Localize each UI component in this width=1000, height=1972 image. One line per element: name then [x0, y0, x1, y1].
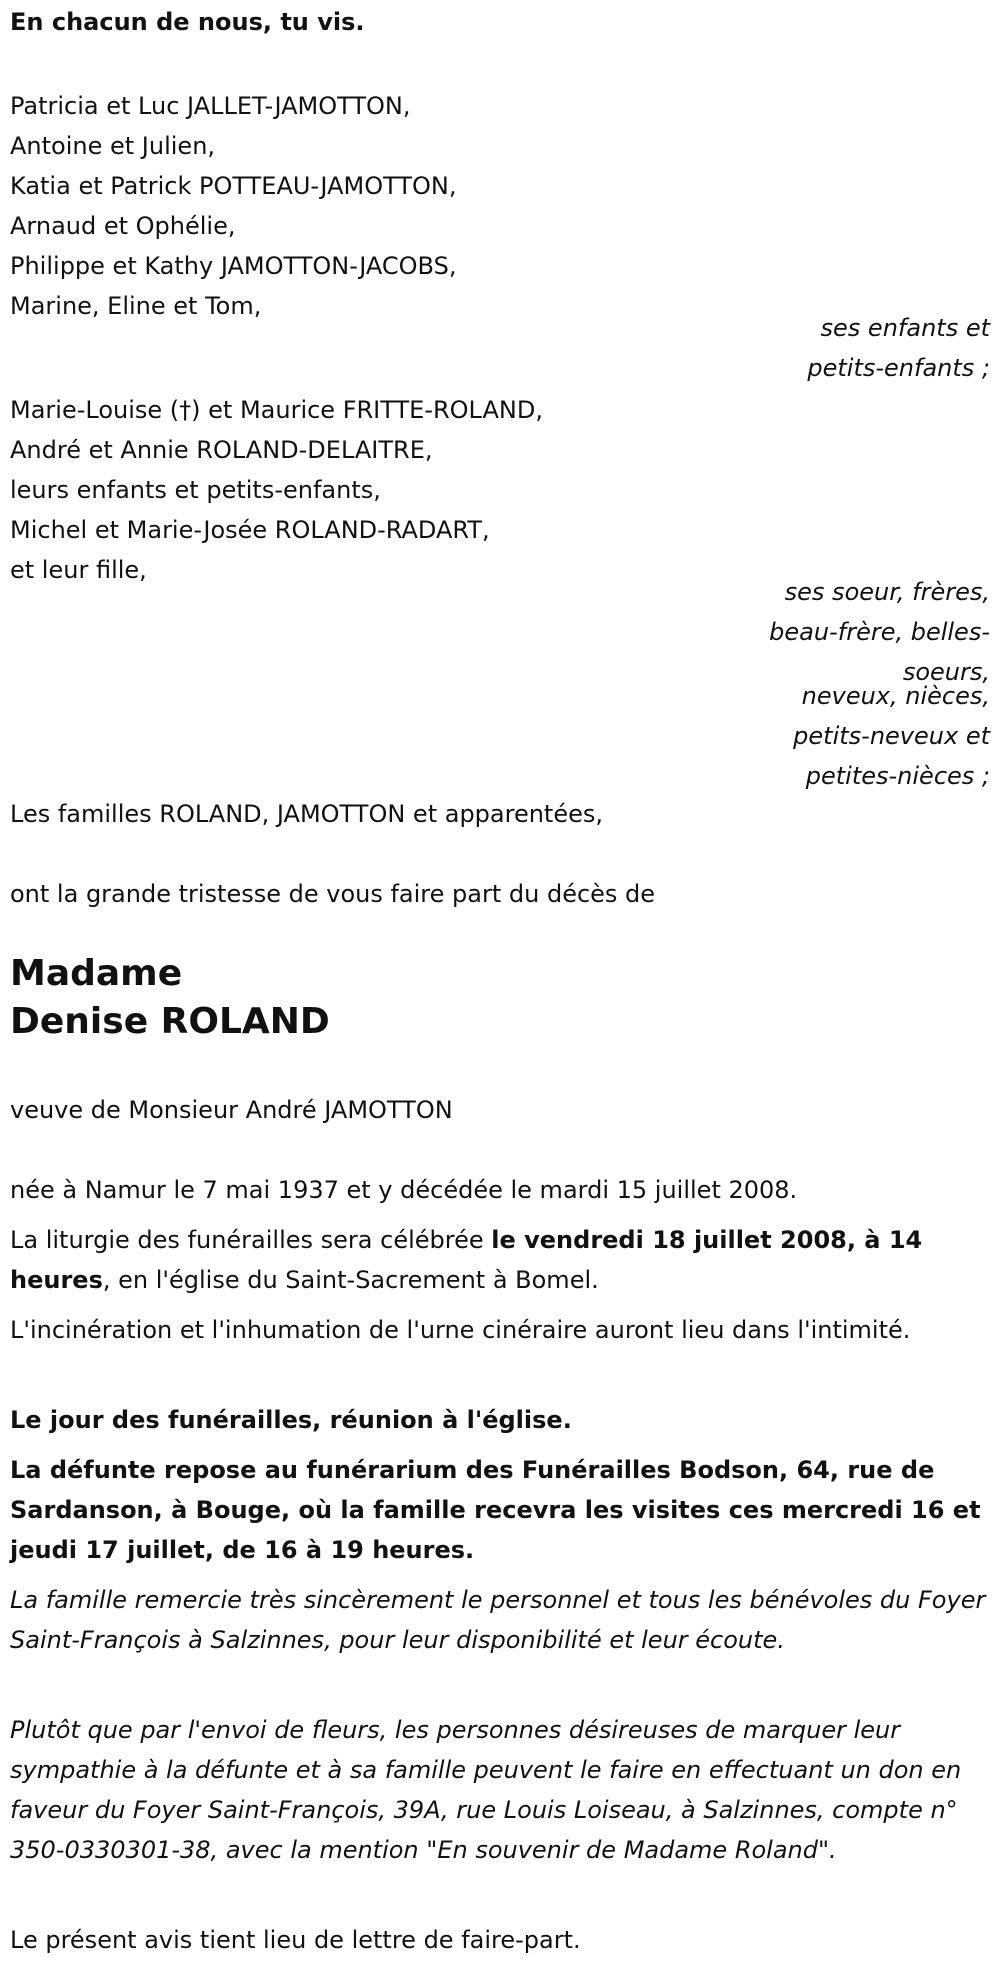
repose-paragraph: La défunte repose au funérarium des Funérailles Bodson, 64, rue de Sardanson, à Bouge, où la famille recevra les visites ces mercredi 16 et jeudi 17 juillet, de 16 à 19 heures. — [10, 1456, 981, 1564]
widow-of-line: veuve de Monsieur André JAMOTTON — [10, 1096, 453, 1124]
family-line: Marie-Louise (†) et Maurice FRITTE-ROLAND, — [10, 396, 543, 424]
role-line: ses enfants et — [820, 314, 990, 342]
family-line: Arnaud et Ophélie, — [10, 212, 236, 240]
family-line: André et Annie ROLAND-DELAITRE, — [10, 436, 433, 464]
siblings-list — [10, 390, 990, 590]
family-line: Philippe et Kathy JAMOTTON-JACOBS, — [10, 252, 457, 280]
gathering-paragraph: Le jour des funérailles, réunion à l'église. — [10, 1406, 572, 1434]
role-line: petits-neveux et — [793, 722, 990, 750]
donation-paragraph: Plutôt que par l'envoi de fleurs, les personnes désireuses de marquer leur sympathie à la défunte et à sa famille peuvent le faire en effectuant un don en faveur du Foyer Saint-François, 39A, rue Louis Loiseau, à Salzinnes, compte n° 350-0330301-38, avec la mention "En souvenir de Madame Roland". — [10, 1716, 962, 1864]
role-line: neveux, nièces, — [801, 682, 990, 710]
role-line: beau-frère, belles- — [769, 618, 990, 646]
epigraph: En chacun de nous, tu vis. — [10, 8, 365, 36]
deceased-title: Madame — [10, 953, 183, 994]
thanks-paragraph: La famille remercie très sincèrement le personnel et tous les bénévoles du Foyer Saint-François à Salzinnes, pour leur disponibilité et leur écoute. — [10, 1586, 986, 1654]
family-line: leurs enfants et petits-enfants, — [10, 476, 381, 504]
siblings-role — [769, 572, 990, 692]
family-line: Katia et Patrick POTTEAU-JAMOTTON, — [10, 172, 457, 200]
family-line: et leur fille, — [10, 556, 147, 584]
family-line: Patricia et Luc JALLET-JAMOTTON, — [10, 92, 411, 120]
nephews-role — [793, 676, 990, 796]
deceased-name: Denise ROLAND — [10, 1001, 330, 1042]
family-line: Michel et Marie-Josée ROLAND-RADART, — [10, 516, 490, 544]
liturgy-paragraph — [10, 1220, 995, 1300]
role-line: ses soeur, frères, — [784, 578, 990, 606]
role-line: petites-nièces ; — [805, 762, 990, 790]
liturgy-text: La liturgie des funérailles sera célébrée — [10, 1226, 492, 1254]
closing-line: Le présent avis tient lieu de lettre de faire-part. — [10, 1926, 581, 1954]
children-role — [807, 308, 990, 388]
family-line: Marine, Eline et Tom, — [10, 292, 262, 320]
birth-death-line: née à Namur le 7 mai 1937 et y décédée le mardi 15 juillet 2008. — [10, 1176, 798, 1204]
announcement-line: ont la grande tristesse de vous faire part du décès de — [10, 880, 656, 908]
incineration-paragraph: L'incinération et l'inhumation de l'urne cinéraire auront lieu dans l'intimité. — [10, 1316, 911, 1344]
children-list — [10, 86, 990, 326]
liturgy-date: le vendredi 18 juillet 2008, à 14 heures — [10, 1226, 923, 1294]
role-line: petits-enfants ; — [807, 354, 990, 382]
liturgy-place: , en l'église du Saint-Sacrement à Bomel. — [102, 1266, 599, 1294]
family-line: Antoine et Julien, — [10, 132, 216, 160]
families-line: Les familles ROLAND, JAMOTTON et apparentées, — [10, 800, 604, 828]
role-line: soeurs, — [902, 658, 990, 686]
